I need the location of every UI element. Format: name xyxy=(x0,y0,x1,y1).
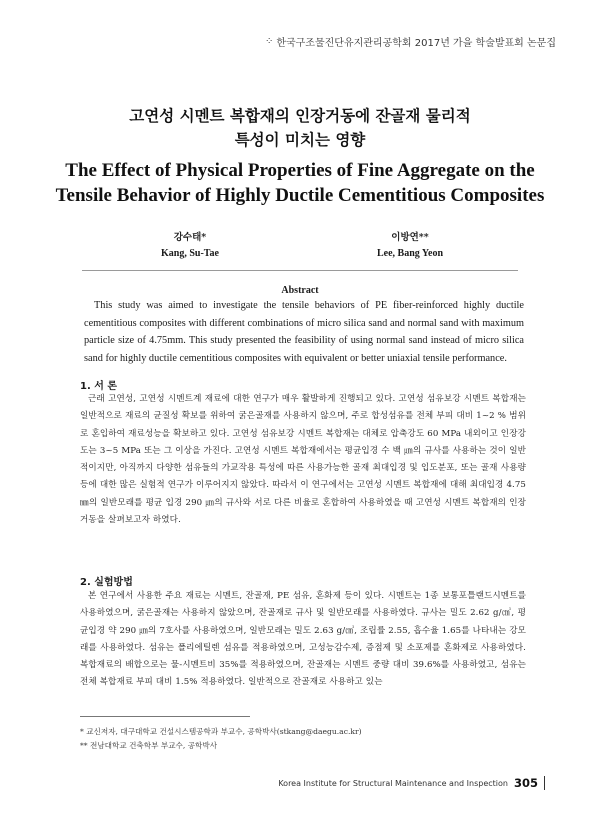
title-english-line-2: Tensile Behavior of Highly Ductile Cementitious Composites xyxy=(55,185,545,206)
section-text-introduction: 근래 고연성, 고연성 시멘트계 재료에 대한 연구가 매우 활발하게 진행되고 있다. 고연성 섬유보강 시멘트 복합재는 일반적으로 재료의 균질성 확보를 위하여 굵은골재를 사용하지 않으며, 주로 합성섬유를 전체 부피 대비 1~2 % 범위로 혼입하여 재료성능을 확보하고 있다. 고연성 섬유보강 시멘트 복합재는 대체로 압축강도 60 MPa 내외이고 인장강도는 3~5 MPa 또는 그 이상을 가진다. 고연성 시멘트 복합재에서는 평균입경 수 백 ㎛의 규사를 사용하는 것이 일반적이지만, 아직까지 다양한 섬유들의 가교작용 특성에 따른 사용가능한 골재 최대입경 및 입도분포, 또는 골재 사용량 등에 대한 많은 실험적 연구가 이루어지지 않았다. 따라서 이 연구에서는 고연성 시멘트 복합재에 대해 최대입경 4.75 ㎜의 일반모래를 평균 입경 290 ㎛의 규사와 서로 다른 비율로 혼합하여 사용하였을 때 고연성 시멘트 복합재의 인장거동을 살펴보고자 하였다. xyxy=(80,394,526,526)
footer-organization: Korea Institute for Structural Maintenance and Inspection xyxy=(278,778,508,788)
author-1 xyxy=(90,230,290,262)
section-heading-methods: 2. 실험방법 xyxy=(80,577,133,588)
abstract-text: This study was aimed to investigate the tensile behaviors of PE fiber-reinforced highly ductile cementitious composites with different combinations of micro silica sand and normal sand with maximum particle size of 4.75mm. This study presented the feasibility of using normal sand instead of micro silica sand for highly ductile cementitious composites with equivalent or better uniaxial tensile performance. xyxy=(84,300,524,364)
title-english xyxy=(0,158,600,208)
page-footer xyxy=(278,776,545,790)
footnote-1: * 교신저자, 대구대학교 건설시스템공학과 부교수, 공학박사(stkang@daegu.ac.kr) xyxy=(80,727,362,736)
dot-cluster-icon: ⁘ xyxy=(264,36,273,47)
abstract-heading: Abstract xyxy=(281,285,319,296)
footnote-2: ** 전남대학교 건축학부 부교수, 공학박사 xyxy=(80,741,218,750)
footer-bar xyxy=(544,776,545,790)
title-korean-line-1: 고연성 시멘트 복합재의 인장거동에 잔골재 물리적 xyxy=(129,107,471,125)
title-english-line-1: The Effect of Physical Properties of Fine Aggregate on the xyxy=(65,160,535,181)
divider-rule xyxy=(82,270,518,271)
footnote-rule xyxy=(80,716,250,717)
section-text-methods: 본 연구에서 사용한 주요 재료는 시멘트, 잔골재, PE 섬유, 혼화제 등이 있다. 시멘트는 1종 보통포틀랜드시멘트를 사용하였으며, 굵은골재는 사용하지 않았으며, 잔골재로 규사 및 일반모래를 사용하였다. 규사는 밀도 2.62 g/㎤, 평균입경 약 290 ㎛의 7호사를 사용하였으며, 일반모래는 밀도 2.63 g/㎤, 조립률 2.55, 흡수율 1.65를 나타내는 강모래를 사용하였다. 섬유는 폴리에틸렌 섬유를 적용하였으며, 고성능감수제, 증점제 및 소포제를 혼화제로 사용하였다. 복합재료의 배합으로는 물-시멘트비 35%를 적용하였으며, 잔골재는 시멘트 중량 대비 39.6%를 사용하였고, 섬유는 전체 복합재료 부피 대비 1.5% 적용하였다. 일반적으로 잔골재로 사용하고 있는 xyxy=(80,591,526,688)
author-2-korean-name: 이방연** xyxy=(391,232,429,243)
header-text: 한국구조물진단유지관리공학회 2017년 가을 학술발표회 논문집 xyxy=(276,38,556,49)
title-korean-line-2: 특성이 미치는 영향 xyxy=(234,131,366,149)
title-korean xyxy=(0,104,600,152)
author-2-english-name: Lee, Bang Yeon xyxy=(376,248,444,259)
section-heading-introduction: 1. 서 론 xyxy=(80,381,118,392)
author-1-english-name: Kang, Su-Tae xyxy=(161,248,219,259)
author-1-korean-name: 강수태* xyxy=(173,232,207,243)
running-header xyxy=(265,34,556,49)
page-number: 305 xyxy=(513,776,538,790)
author-2 xyxy=(310,230,510,262)
footnotes xyxy=(80,725,526,753)
